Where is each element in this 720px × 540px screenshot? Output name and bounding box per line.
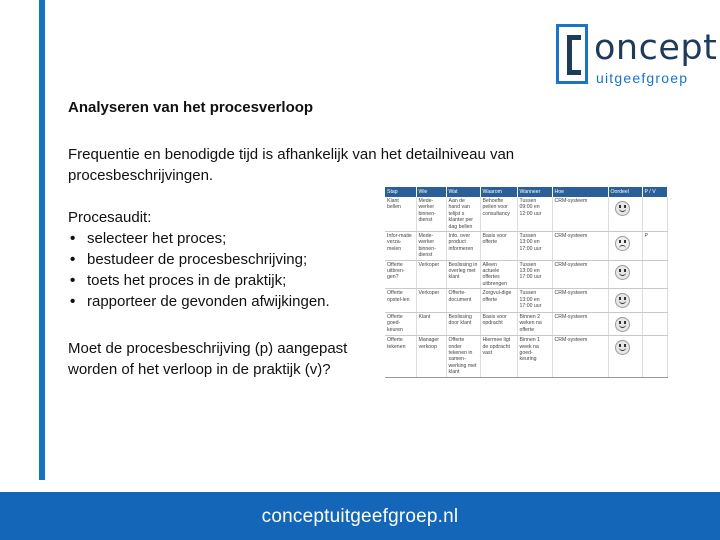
table-cell: Tussen 13:00 en 17:00 uur (517, 260, 552, 289)
table-cell: Basis voor offerte (480, 232, 517, 261)
table-cell: CRM-systeem (552, 197, 608, 232)
logo-c-box (556, 24, 588, 84)
table-header: Wie (416, 187, 446, 197)
frown-icon (615, 236, 630, 251)
table-header: Hoe (552, 187, 608, 197)
table-cell: Binnen 2 weken na offerte (517, 312, 552, 335)
table-cell: Mede-werker binnen-dienst (416, 197, 446, 232)
table-cell: Offerte uitbren-gen? (385, 260, 416, 289)
table-cell: Verkoper (416, 289, 446, 312)
table-cell: Offerte onder tekenen in samen-werking met klant (446, 336, 480, 377)
table-cell: Alleen actuele offertes uitbrengen (480, 260, 517, 289)
table-cell: P (642, 232, 667, 261)
table-cell: Tussen 09:00 en 12:00 uur (517, 197, 552, 232)
table-cell: Offerte opstel-len (385, 289, 416, 312)
table-cell: Beslissing door klant (446, 312, 480, 335)
footer-url[interactable]: conceptuitgeefgroep.nl (261, 506, 459, 527)
table-cell: Zorgvul-dige offerte (480, 289, 517, 312)
table-row (385, 232, 667, 261)
slide-heading: Analyseren van het procesverloop (68, 99, 314, 116)
table-row (385, 197, 667, 232)
table-cell (608, 232, 642, 261)
logo-subtitle: uitgeefgroep (596, 70, 689, 86)
table-cell: Hiermee ligt de opdracht vast (480, 336, 517, 377)
table-cell: Aan de hand van telijst s klanter per dag bellen (446, 197, 480, 232)
table-header: Waarom (480, 187, 517, 197)
footer-bar (0, 492, 720, 540)
table-cell: Mede-werker binnen-dienst (416, 232, 446, 261)
table-cell: Beslissing in overleg met klant (446, 260, 480, 289)
smiley-icon (615, 265, 630, 280)
logo-c-icon (567, 35, 581, 75)
table-row (385, 260, 667, 289)
table-header: Stap (385, 187, 416, 197)
concept-logo (556, 24, 718, 90)
table-cell: CRM-systeem (552, 260, 608, 289)
table-cell: CRM-systeem (552, 232, 608, 261)
table-cell: Klant bellen (385, 197, 416, 232)
table-header-row (385, 187, 667, 197)
table-row (385, 289, 667, 312)
table-cell: Verkoper (416, 260, 446, 289)
table-cell (642, 312, 667, 335)
smiley-icon (615, 317, 630, 332)
table-cell: Offerte-document (446, 289, 480, 312)
logo-word: oncept (594, 28, 718, 68)
smiley-icon (615, 201, 630, 216)
process-table (385, 187, 668, 378)
table-cell (608, 312, 642, 335)
left-accent-bar (39, 0, 45, 480)
smiley-icon (615, 293, 630, 308)
table-cell (642, 336, 667, 377)
audit-item: • selecteer het proces; (68, 228, 378, 249)
smiley-icon (615, 340, 630, 355)
table-row (385, 336, 667, 377)
table-header: Wanneer (517, 187, 552, 197)
audit-section (68, 207, 378, 312)
table-cell (608, 197, 642, 232)
table-cell: CRM-systeem (552, 289, 608, 312)
table-cell (608, 260, 642, 289)
table-cell (642, 260, 667, 289)
audit-list (68, 228, 378, 312)
table-cell (642, 197, 667, 232)
table-cell: Manager verkoop (416, 336, 446, 377)
table-cell: Infor-matie verza-melen (385, 232, 416, 261)
table-header: Oordeel (608, 187, 642, 197)
audit-title: Procesaudit: (68, 209, 152, 226)
table-cell: Binnen 1 week na goed-keuring (517, 336, 552, 377)
table-cell: Info. over product informeren (446, 232, 480, 261)
audit-item: • toets het proces in de praktijk; (68, 270, 378, 291)
table-cell: Offerte goed-keuren (385, 312, 416, 335)
table-cell: Tussen 13:00 en 17:00 uur (517, 289, 552, 312)
table-header: Wat (446, 187, 480, 197)
table-cell: Tussen 13:00 en 17:00 uur (517, 232, 552, 261)
table-row (385, 312, 667, 335)
table-cell: CRM-systeem (552, 312, 608, 335)
table-cell: Behoefte peilen voor consultancy (480, 197, 517, 232)
audit-item: • bestudeer de procesbeschrijving; (68, 249, 378, 270)
question-text: Moet de procesbeschrijving (p) aangepast worden of het verloop in de praktijk (v)? (68, 340, 348, 378)
table-cell: Klant (416, 312, 446, 335)
table-cell (642, 289, 667, 312)
frequency-text: Frequentie en benodigde tijd is afhankelijk van het detailniveau van procesbeschrijvingen. (68, 146, 515, 184)
table-cell: Basis voor opdracht (480, 312, 517, 335)
table-header: P / V (642, 187, 667, 197)
table-cell (608, 336, 642, 377)
table-cell: Offerte tekenen (385, 336, 416, 377)
audit-item: • rapporteer de gevonden afwijkingen. (68, 291, 378, 312)
table-cell: CRM-systeem (552, 336, 608, 377)
table-cell (608, 289, 642, 312)
